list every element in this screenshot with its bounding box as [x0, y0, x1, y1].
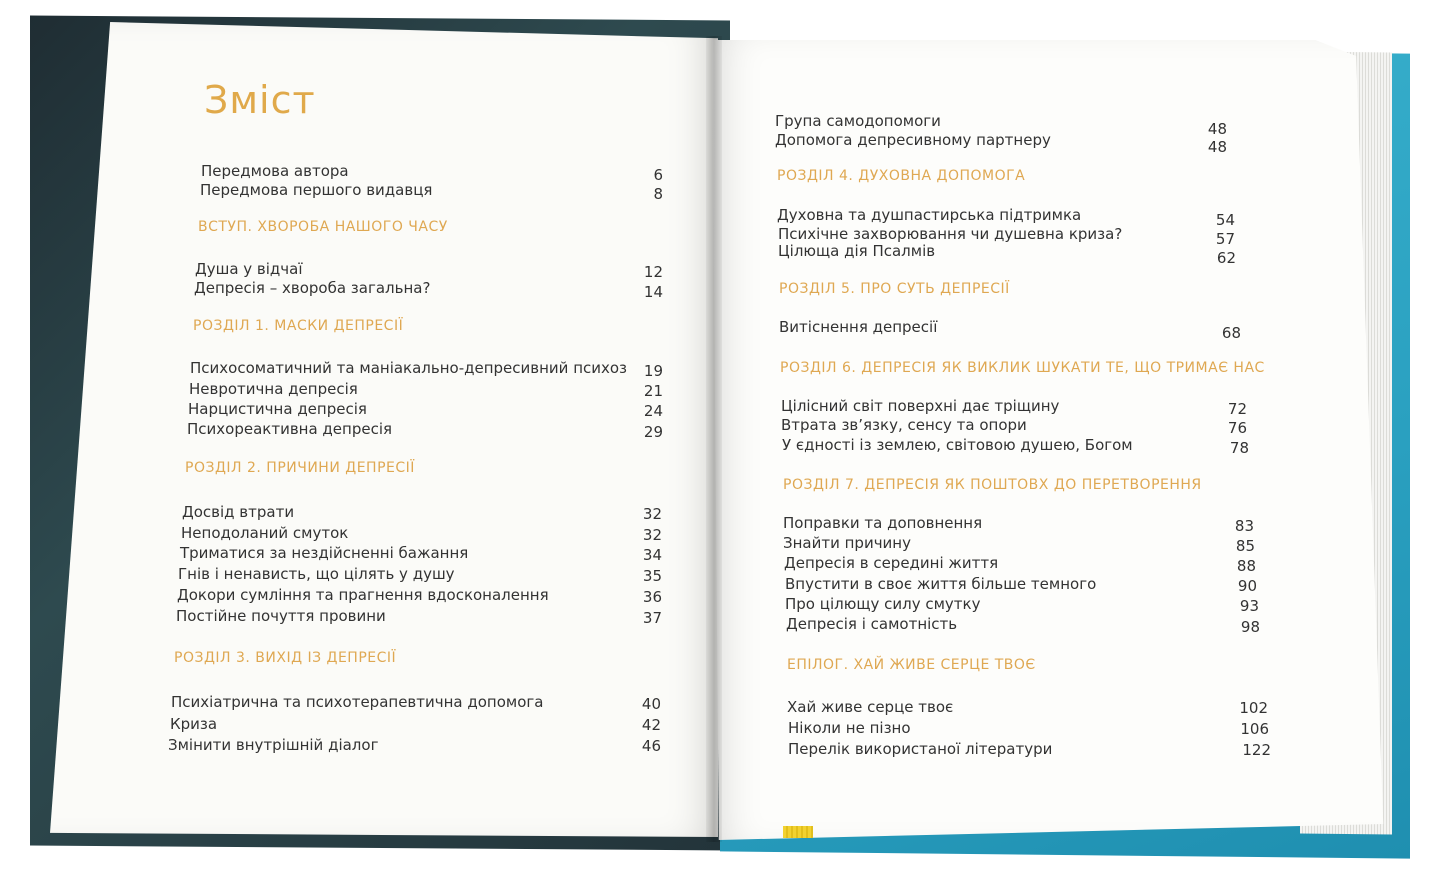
section-heading: РОЗДІЛ 4. ДУХОВНА ДОПОМОГА [777, 168, 1026, 184]
toc-entry-page: 72 [1227, 400, 1247, 418]
toc-entry-label: Постійне почуття провини [176, 607, 386, 625]
toc-entry-label: Перелік використаної літератури [788, 740, 1053, 758]
book-gutter [706, 36, 722, 842]
toc-entry-label: Впустити в своє життя більше темного [785, 575, 1097, 593]
toc-entry-label: Поправки та доповнення [783, 514, 983, 532]
toc-entry-label: Депресія і самотність [786, 615, 958, 633]
toc-entry-label: Депресія – хвороба загальна? [194, 279, 431, 297]
toc-entry-label: Неподоланий смуток [181, 524, 349, 542]
toc-entry-page: 93 [1239, 597, 1259, 615]
toc-entry-page: 32 [642, 526, 662, 544]
toc-entry-page: 37 [642, 609, 662, 627]
toc-entry-page: 78 [1229, 439, 1249, 457]
toc-entry-page: 36 [642, 588, 662, 606]
toc-entry-page: 106 [1240, 720, 1269, 738]
toc-entry-label: Духовна та душпастирська підтримка [777, 206, 1082, 224]
toc-entry-label: Допомога депресивному партнеру [775, 131, 1051, 149]
toc-entry-label: Ніколи не пізно [788, 719, 911, 737]
toc-title: Зміст [204, 78, 316, 122]
section-heading: РОЗДІЛ 1. МАСКИ ДЕПРЕСІЇ [193, 318, 404, 334]
toc-entry-page: 29 [643, 423, 663, 441]
toc-entry-page: 12 [643, 263, 663, 281]
toc-entry-label: Цілісний світ поверхні дає тріщину [781, 397, 1060, 415]
toc-entry-page: 48 [1207, 138, 1227, 156]
toc-entry-page: 90 [1237, 577, 1257, 595]
toc-entry-page: 57 [1215, 230, 1235, 248]
toc-entry-page: 48 [1207, 120, 1227, 138]
toc-entry-page: 21 [643, 382, 663, 400]
toc-entry-label: Нарцистична депресія [188, 400, 367, 418]
toc-entry-page: 6 [653, 166, 663, 184]
toc-entry-page: 14 [643, 283, 663, 301]
toc-entry-label: Криза [170, 715, 218, 733]
toc-entry-label: Передмова першого видавця [200, 181, 433, 199]
toc-entry-label: Депресія в середині життя [784, 554, 999, 572]
toc-entry-label: Витіснення депресії [779, 318, 938, 336]
toc-entry-page: 35 [642, 567, 662, 585]
toc-entry-label: У єдності із землею, світовою душею, Богом [782, 436, 1133, 454]
toc-entry-page: 102 [1239, 699, 1268, 717]
bookmark-ribbon [783, 826, 813, 838]
toc-entry-label: Психіатрична та психотерапевтична допомога [171, 693, 544, 711]
toc-entry-page: 8 [653, 185, 663, 203]
toc-entry-page: 40 [641, 695, 661, 713]
toc-entry-page: 42 [641, 716, 661, 734]
toc-entry-label: Невротична депресія [189, 380, 358, 398]
toc-entry-label: Змінити внутрішній діалог [168, 736, 379, 754]
toc-entry-label: Психічне захворювання чи душевна криза? [778, 225, 1123, 243]
toc-entry-label: Психосоматичний та маніакально-депресивний психоз [190, 359, 628, 377]
toc-entry-label: Цілюща дія Псалмів [778, 242, 936, 260]
section-heading: РОЗДІЛ 3. ВИХІД ІЗ ДЕПРЕСІЇ [174, 650, 397, 666]
toc-entry-page: 68 [1221, 324, 1241, 342]
toc-entry-page: 34 [642, 546, 662, 564]
toc-entry-label: Про цілющу силу смутку [785, 595, 981, 613]
toc-entry-label: Хай живе серце твоє [787, 698, 954, 716]
section-heading: РОЗДІЛ 6. ДЕПРЕСІЯ ЯК ВИКЛИК ШУКАТИ ТЕ, ЩО ТРИМАЄ НАС [780, 360, 1265, 376]
toc-entry-page: 62 [1216, 249, 1236, 267]
toc-entry-label: Душа у відчаї [195, 260, 303, 278]
toc-entry-label: Психореактивна депресія [187, 420, 393, 438]
section-heading: РОЗДІЛ 5. ПРО СУТЬ ДЕПРЕСІЇ [779, 281, 1010, 297]
toc-entry-page: 88 [1236, 557, 1256, 575]
toc-entry-page: 122 [1242, 741, 1271, 759]
toc-entry-label: Передмова автора [201, 162, 349, 180]
section-heading: ЕПІЛОГ. ХАЙ ЖИВЕ СЕРЦЕ ТВОЄ [787, 657, 1036, 673]
toc-entry-page: 76 [1227, 419, 1247, 437]
toc-entry-label: Знайти причину [783, 534, 911, 552]
toc-entry-page: 32 [642, 505, 662, 523]
toc-entry-label: Гнів і ненависть, що цілять у душу [178, 565, 455, 583]
toc-entry-page: 98 [1240, 618, 1260, 636]
toc-entry-page: 85 [1235, 537, 1255, 555]
toc-entry-page: 46 [641, 737, 661, 755]
toc-entry-page: 19 [643, 362, 663, 380]
toc-entry-page: 24 [643, 402, 663, 420]
toc-entry-label: Втрата зв’язку, сенсу та опори [781, 416, 1027, 434]
section-heading: РОЗДІЛ 7. ДЕПРЕСІЯ ЯК ПОШТОВХ ДО ПЕРЕТВОРЕННЯ [783, 477, 1202, 493]
toc-entry-label: Докори сумління та прагнення вдосконалення [177, 586, 549, 604]
section-heading: ВСТУП. ХВОРОБА НАШОГО ЧАСУ [198, 219, 448, 235]
toc-entry-label: Триматися за нездійсненні бажання [180, 544, 469, 562]
toc-entry-label: Група самодопомоги [775, 112, 941, 130]
toc-entry-page: 54 [1215, 211, 1235, 229]
toc-entry-label: Досвід втрати [182, 503, 295, 521]
section-heading: РОЗДІЛ 2. ПРИЧИНИ ДЕПРЕСІЇ [185, 460, 415, 476]
toc-entry-page: 83 [1234, 517, 1254, 535]
